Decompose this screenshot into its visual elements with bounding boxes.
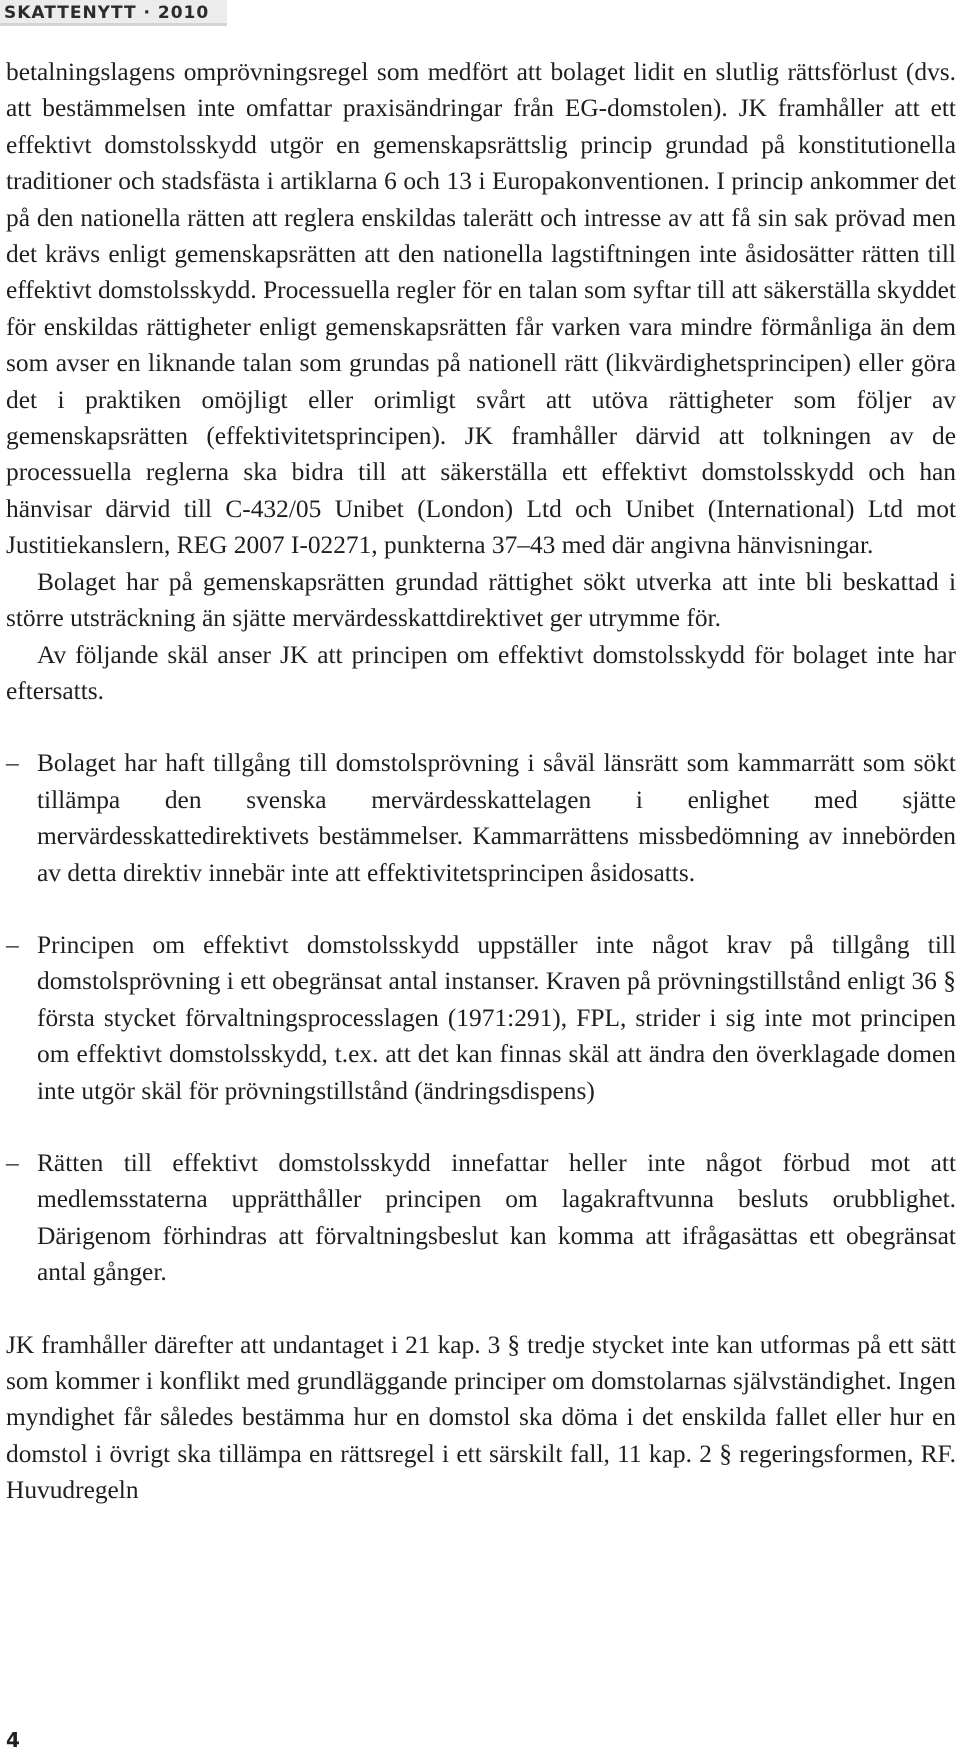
dash-bullet: – — [6, 749, 19, 778]
page-number: 4 — [6, 1728, 20, 1752]
argument-list — [6, 745, 956, 1290]
journal-title: SKATTENYTT · 2010 — [0, 0, 227, 26]
list-item-text: Rätten till effektivt domstolsskydd innefattar heller inte något förbud mot att medlemsstaterna upprätthåller principen om lagakraftvunna besluts orubblighet. Därigenom förhindras att förvaltningsbeslut kan komma att ifrågasättas ett obegränsat antal gånger. — [37, 1148, 956, 1287]
dash-bullet: – — [6, 1148, 19, 1177]
dash-bullet: – — [6, 930, 19, 959]
list-item — [6, 927, 956, 1109]
article-body — [6, 54, 956, 1509]
body-paragraph-2: Bolaget har på gemenskapsrätten grundad rättighet sökt utverka att inte bli beskattad i större utsträckning än sjätte mervärdesskattdirektivet ger utrymme för. — [6, 567, 956, 633]
running-header — [0, 0, 960, 26]
body-paragraph-1: betalningslagens omprövningsregel som medfört att bolaget lidit en slutlig rättsförlust (dvs. att bestämmelsen inte omfattar praxisändringar från EG-domstolen). JK framhåller att ett effektivt domstolsskydd utgör en gemenskapsrättslig princip grundad på konstitutionella traditioner och stadsfästa i artiklarna 6 och 13 i Europakonventionen. I princip ankommer det på den nationella rätten att reglera enskildas talerätt och intresse av att få sin sak prövad men det krävs enligt gemenskapsrätten att den nationella lagstiftningen inte åsidosätter rätten till effektivt domstolsskydd. Processuella regler för en talan som syftar till att säkerställa skyddet för enskildas rättigheter enligt gemenskapsrätten får varken vara mindre förmånliga än dem som avser en liknande talan som grundas på nationell rätt (likvärdighetsprincipen) eller göra det i praktiken omöjligt eller orimligt svårt att utöva rättigheter som följer av gemenskapsrätten (effektivitetsprincipen). JK framhåller därvid att tolkningen av de processuella reglerna ska bidra till att säkerställa ett effektivt domstolsskydd och han hänvisar därvid till C-432/05 Unibet (London) Ltd och Unibet (International) Ltd mot Justitiekanslern, REG 2007 I-02271, punkterna 37–43 med där angivna hänvisningar. — [6, 58, 956, 560]
list-item — [6, 1145, 956, 1291]
list-item — [6, 745, 956, 891]
list-item-text: Principen om effektivt domstolsskydd uppställer inte något krav på tillgång till domstolsprövning i ett obegränsat antal instanser. Kraven på prövningstillstånd enligt 36 § första stycket förvaltningsprocesslagen (1971:291), FPL, strider i sig inte mot principen om effektivt domstolsskydd, t.ex. att det kan finnas skäl att ändra den överklagade domen inte utgör skäl för prövningstillstånd (ändringsdispens) — [37, 930, 956, 1105]
list-item-text: Bolaget har haft tillgång till domstolsprövning i såväl länsrätt som kammarrätt som sökt tillämpa den svenska mervärdesskattelagen i enlighet med sjätte mervärdesskattedirektivets bestämmelser. Kammarrättens missbedömning av innebörden av detta direktiv innebär inte att effektivitetsprincipen åsidosatts. — [37, 749, 956, 887]
body-paragraph-3: Av följande skäl anser JK att principen om effektivt domstolsskydd för bolaget inte har eftersatts. — [6, 640, 956, 705]
body-paragraph-4: JK framhåller därefter att undantaget i 21 kap. 3 § tredje stycket inte kan utformas på ett sätt som kommer i konflikt med grundläggande principer om domstolarnas självständighet. Ingen myndighet får således bestämma hur en domstol ska döma i det enskilda fallet eller hur en domstol i övrigt ska tillämpa en rättsregel i ett särskilt fall, 11 kap. 2 § regeringsformen, RF. Huvudregeln — [6, 1330, 956, 1505]
list-spacer — [6, 1291, 956, 1327]
